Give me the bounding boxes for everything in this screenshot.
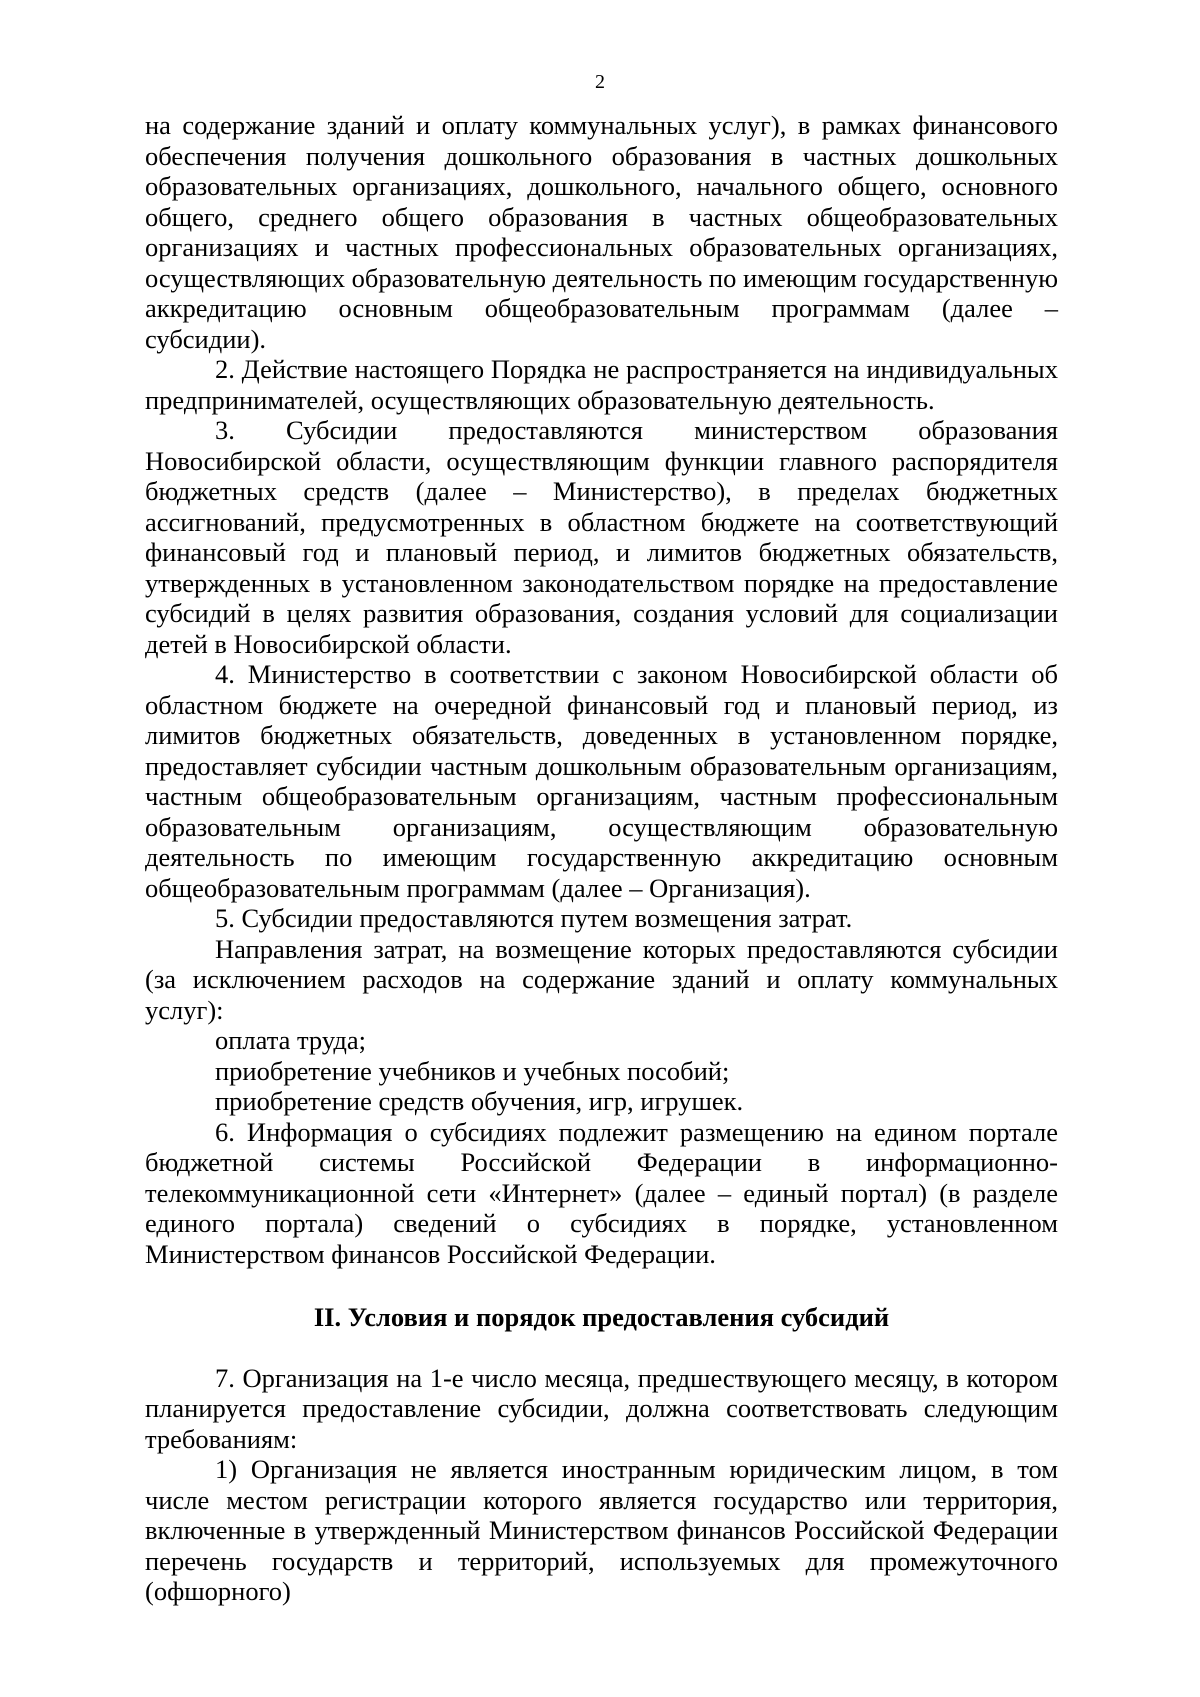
- paragraph-5: 5. Субсидии предоставляются путем возмещения затрат.: [215, 903, 853, 933]
- page-number: 2: [595, 71, 605, 93]
- paragraph-3: 3. Субсидии предоставляются министерством образования Новосибирской области, осуществляющим функции главного распорядителя бюджетных средств (далее – Министерство), в пределах бюджетных ассигнований, предусмотренных в областном бюджете на соответствующий финансовый год и плановый период, и лимитов бюджетных обязательств, утвержденных в установленном законодательством порядке на предоставление субсидий в целях развития образования, создания условий для социализации детей в Новосибирской области.: [145, 415, 1058, 659]
- paragraph-2: 2. Действие настоящего Порядка не распространяется на индивидуальных предпринимателей, осуществляющих образовательную деятельность.: [145, 354, 1058, 415]
- paragraph-expense-directions: Направления затрат, на возмещение которых предоставляются субсидии (за исключением расходов на содержание зданий и оплату коммунальных услуг):: [145, 933, 1058, 1025]
- section-title: II. Условия и порядок предоставления субсидий: [313, 1302, 890, 1332]
- paragraph-7-item-1: 1) Организация не является иностранным юридическим лицом, в том числе местом регистрации которого является государство или территория, включенные в утвержденный Министерством финансов Российской Федерации перечень государств и территорий, используемых для промежуточного (офшорного): [145, 1454, 1058, 1606]
- document-body: [145, 110, 1058, 1607]
- list-item-learning-tools: приобретение средств обучения, игр, игрушек.: [215, 1086, 744, 1116]
- paragraph-6: 6. Информация о субсидиях подлежит размещению на едином портале бюджетной системы Российской Федерации в информационно-телекоммуникационной сети «Интернет» (далее – единый портал) (в разделе единого портала) сведений о субсидиях в порядке, установленном Министерством финансов Российской Федерации.: [145, 1116, 1058, 1269]
- list-item-textbooks: приобретение учебников и учебных пособий;: [215, 1055, 730, 1086]
- paragraph-4: 4. Министерство в соответствии с законом Новосибирской области об областном бюджете на очередной финансовый год и плановый период, из лимитов бюджетных обязательств, доведенных в установленном порядке, предоставляет субсидии частным дошкольным образовательным организациям, частным общеобразовательным организациям, частным профессиональным образовательным организациям, осуществляющим образовательную деятельность по имеющим государственную аккредитацию основным общеобразовательным программам (далее – Организация).: [145, 659, 1058, 903]
- paragraph-intro-continuation: на содержание зданий и оплату коммунальных услуг), в рамках финансового обеспечения получения дошкольного образования в частных дошкольных образовательных организациях, дошкольного, начального общего, основного общего, среднего общего образования в частных общеобразовательных организациях и частных профессиональных образовательных организациях, осуществляющих образовательную деятельность по имеющим государственную аккредитацию основным общеобразовательным программам (далее – субсидии).: [145, 110, 1058, 354]
- paragraph-7: 7. Организация на 1-е число месяца, предшествующего месяцу, в котором планируется предоставление субсидии, должна соответствовать следующим требованиям:: [145, 1362, 1058, 1454]
- list-item-labor: оплата труда;: [215, 1025, 367, 1055]
